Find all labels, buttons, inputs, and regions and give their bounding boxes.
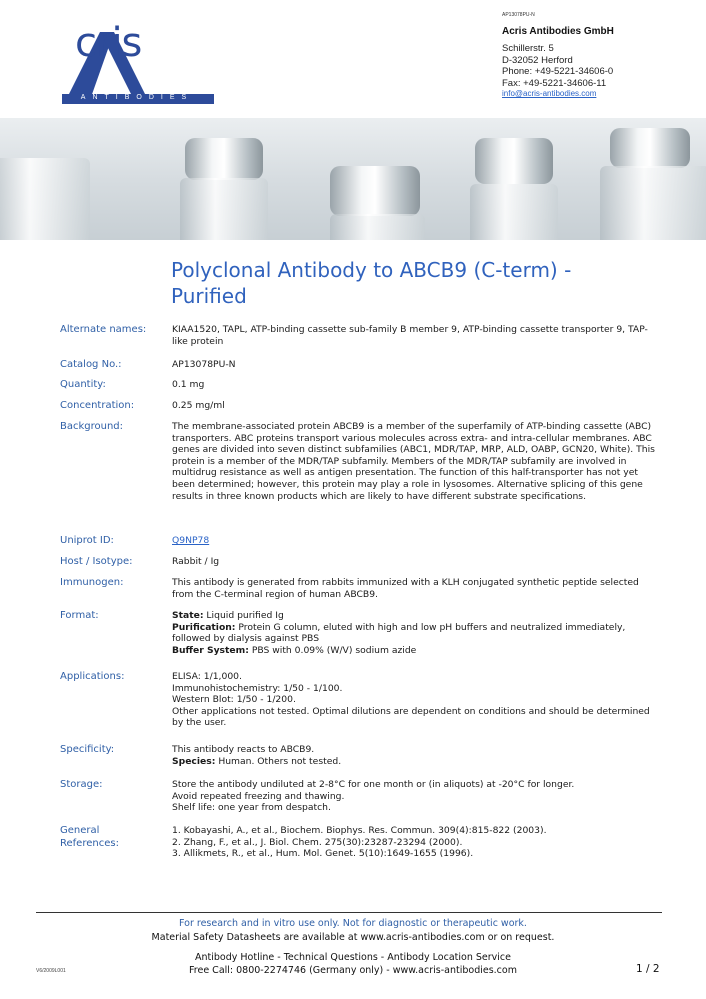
- msds-notice: Material Safety Datasheets are available at www.acris-antibodies.com or on request.: [151, 932, 555, 943]
- freecall-text: Free Call: 0800-2274746 (Germany only) - www.acris-antibodies.com: [189, 965, 517, 976]
- vial-image: [590, 118, 706, 240]
- field-value: [172, 779, 662, 814]
- field-value: Rabbit / Ig: [172, 556, 220, 567]
- state-key: State:: [172, 610, 204, 621]
- application-line: Western Blot: 1/50 - 1/200.: [172, 694, 296, 706]
- field-label: Catalog No.:: [60, 359, 122, 370]
- field-label: Immunogen:: [60, 577, 124, 588]
- buffer-key: Buffer System:: [172, 644, 249, 656]
- company-name: Acris Antibodies GmbH: [502, 26, 614, 37]
- purification-key: Purification:: [172, 621, 236, 633]
- state-value: Liquid purified Ig: [203, 610, 284, 621]
- storage-line: Shelf life: one year from despatch.: [172, 802, 331, 814]
- vial-image: [470, 118, 560, 240]
- field-value: [172, 744, 662, 767]
- field-value: AP13078PU-N: [172, 359, 236, 370]
- species-key: Species:: [172, 755, 216, 767]
- research-use-notice: For research and in vitro use only. Not for diagnostic or therapeutic work.: [179, 918, 527, 929]
- footer-divider: [36, 912, 662, 913]
- field-value: KIAA1520, TAPL, ATP-binding cassette sub-family B member 9, ATP-binding cassette transporter 9, TAP-like protein: [172, 324, 648, 347]
- email-link[interactable]: info@acris-antibodies.com: [502, 89, 597, 98]
- uniprot-link[interactable]: Q9NP78: [172, 535, 210, 546]
- phone-line: Phone: +49-5221-34606-0: [502, 66, 614, 77]
- field-label: Alternate names:: [60, 324, 147, 335]
- field-label: [60, 825, 165, 850]
- species-value: Human. Others not tested.: [215, 755, 342, 767]
- logo-wordmark: cris: [75, 20, 142, 66]
- field-label: Applications:: [60, 671, 125, 682]
- page-number: 1 / 2: [636, 963, 660, 975]
- company-address: [502, 12, 614, 98]
- application-line: ELISA: 1/1,000.: [172, 671, 242, 682]
- field-label: Storage:: [60, 779, 103, 790]
- buffer-value: PBS with 0.09% (W/V) sodium azide: [248, 644, 417, 656]
- purification-value: Protein G column, eluted with high and low pH buffers and neutralized immediately, followed by dialysis against PBS: [172, 621, 626, 645]
- storage-line: Avoid repeated freezing and thawing.: [172, 790, 345, 802]
- application-line: Immunohistochemistry: 1/50 - 1/100.: [172, 682, 343, 694]
- fax-line: Fax: +49-5221-34606-11: [502, 77, 607, 89]
- catalog-code-small: AP13078PU-N: [502, 12, 535, 18]
- vial-image: [0, 118, 100, 240]
- field-label: Format:: [60, 610, 99, 621]
- label-line: References:: [60, 837, 119, 849]
- application-line: Other applications not tested. Optimal dilutions are dependent on conditions and should be determined by the user.: [172, 705, 650, 729]
- label-line: General: [60, 825, 100, 836]
- document-version-code: V6/2009L001: [36, 968, 66, 974]
- field-value: [172, 610, 662, 656]
- logo-subtitle: ANTIBODIES: [80, 94, 194, 101]
- field-label: Background:: [60, 421, 124, 432]
- field-value: 0.25 mg/ml: [172, 400, 225, 411]
- field-value: [172, 825, 662, 860]
- field-label: Uniprot ID:: [60, 535, 114, 546]
- vial-image: [180, 118, 270, 240]
- storage-line: Store the antibody undiluted at 2-8°C for one month or (in aliquots) at -20°C for longer.: [172, 779, 575, 790]
- field-value: 0.1 mg: [172, 379, 205, 390]
- product-title: Polyclonal Antibody to ABCB9 (C-term) - Purified: [171, 258, 572, 308]
- vial-image: [330, 118, 430, 240]
- field-value: [172, 671, 662, 729]
- field-label: Specificity:: [60, 744, 115, 755]
- specificity-line: This antibody reacts to ABCB9.: [172, 744, 315, 755]
- hotline-text: Antibody Hotline - Technical Questions - Antibody Location Service: [195, 952, 511, 963]
- address-line: D-32052 Herford: [502, 54, 573, 66]
- field-label: Host / Isotype:: [60, 556, 133, 567]
- field-label: Concentration:: [60, 400, 135, 411]
- address-line: Schillerstr. 5: [502, 43, 554, 54]
- field-label: Quantity:: [60, 379, 106, 390]
- reference-item: 3. Allikmets, R., et al., Hum. Mol. Genet. 5(10):1649-1655 (1996).: [172, 848, 474, 860]
- field-value: The membrane-associated protein ABCB9 is a member of the superfamily of ATP-binding cassette (ABC) transporters. ABC proteins transport various molecules across extra- and intra-cellular membranes. ABC genes are divided into seven distinct subfamilies (ABC1, MDR/TAP, MRP, ALD, OABP, GCN20, White). This protein is a member of the MDR/TAP subfamily. Members of the MDR/TAP subfamily are involved in multidrug resistance as well as antigen presentation. The function of this half-transporter has not yet been determined; however, this protein may play a role in lysosomes. Alternative splicing of this gene results in three known products which are likely to have different substrate specifications.: [172, 421, 655, 502]
- reference-item: 2. Zhang, F., et al., J. Biol. Chem. 275(30):23287-23294 (2000).: [172, 836, 463, 848]
- field-value: This antibody is generated from rabbits immunized with a KLH conjugated synthetic peptide selected from the C-terminal region of human ABCB9.: [172, 577, 639, 600]
- reference-item: 1. Kobayashi, A., et al., Biochem. Biophys. Res. Commun. 309(4):815-822 (2003).: [172, 825, 547, 836]
